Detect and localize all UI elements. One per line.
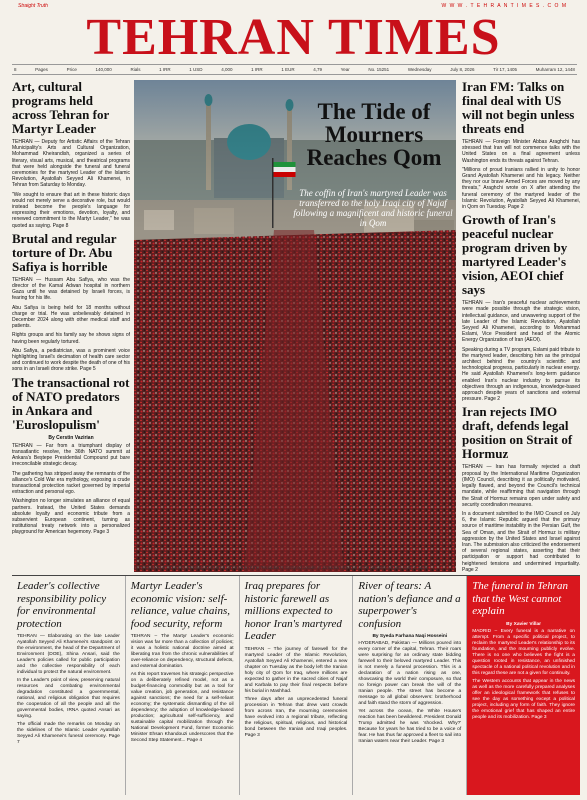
story-paragraph: TEHRAN – The Martyr Leader's economic vision was far more than a collection of policies; it was a holistic national doctrine aimed at liberating Iran from the chronic vulnerabilities of over-reliance on dependency, structural defects, and external domination. bbox=[130, 634, 234, 669]
story-paragraph: TEHRAN — Hussam Abu Safiya, who was the director of the Kamal Adwan hospital in northern Gaza until he was detained by Israeli forces, is fearing for his life. bbox=[12, 276, 130, 302]
info-item: Wednesday bbox=[407, 67, 432, 72]
story-headline[interactable]: River of tears: A nation's defiance and a superpower's confusion bbox=[358, 580, 461, 630]
story-headline[interactable]: The transactional rot of NATO predators in Ankara and 'Euroslopulism' bbox=[12, 374, 130, 432]
story-paragraph: HYDERABAD, Pakistan — Millions poured into every corner of the capital, Tehran. Their roars were surprising for an ordinary state bidding farewell to their beloved martyred Leader. This is not merely a funeral procession. This is a declaration of a nation rising as one, showcasing the world their composure, so that no foreign power can break the will of the Iranian people. The street has become a message to all global observers: brotherhood and faith stand the storm of aggression. bbox=[358, 641, 462, 706]
story-paragraph: "We sought to ensure that art in these historic days would not merely serve a decorative role, but would instead become the people's language for expressing their emotions, devotion, loyalty, and renewed commitment to the Martyr Leader," he was quoted as saying. Page 8 bbox=[12, 191, 130, 229]
right-column bbox=[462, 80, 580, 572]
story-headline[interactable]: The funeral in Tehran that the West cannot explain bbox=[472, 580, 569, 617]
info-item: No. 15251 bbox=[368, 67, 390, 72]
story-paragraph: In the Leader's point of view, preserving natural resources and combating environmental degradation constituted a governmental, national, and religious obligation that requires the cooperation of all the people and all the governmental bodies, IRNA quoted Ansari as saying. bbox=[17, 678, 120, 719]
story-paragraph: TEHRAN — Deputy for Artistic Affairs of the Tehran Municipality's Arts and Cultural Organization, Mohammad Kheirandish, organized a series of literary, visual arts, musical, and theatrical programs that were held alongside the funeral and funeral ceremonies for the martyred Leader of the Islamic Revolution, Ayatollah Seyyed Ali Khamenei, in Tehran from Saturday to Monday. bbox=[12, 139, 130, 189]
story-paragraph: TEHRAN — Iran has formally rejected a draft proposal by the International Maritime Organization (IMO) Council, describing it as politically motivated, legally flawed, and beyond the Council's technical mandate, while reaffirming that navigation through the Strait of Hormuz remains open under safety and security coordination measures. bbox=[462, 464, 580, 508]
bottom-story bbox=[353, 576, 467, 795]
story-paragraph: The Western accounts that appear in the news as well as the more carefully prepared analyses offer an ideological framework that refuses to see the day as something except a political project, including any form of faith. They ignore the emotional grief that has shaped an entire people and its mobilization. Page 3 bbox=[472, 678, 575, 720]
story-paragraph: Washington no longer simulates an alliance of equal partners. Instead, the United States demands absolute loyalty and economic tribute from a subservient European continent, turning as institutional treaty network into a personalized playground for American hegemony. Page 3 bbox=[12, 498, 130, 536]
newspaper-title: TEHRAN TIMES bbox=[86, 9, 501, 66]
info-item: Tir 17, 1405 bbox=[493, 67, 517, 72]
website-link[interactable]: W W W . T E H R A N T I M E S . C O M bbox=[441, 3, 567, 9]
story-byline: By Cerstin Vazirian bbox=[48, 434, 94, 441]
info-item: 8 bbox=[14, 67, 17, 72]
story-headline[interactable]: Iran FM: Talks on final deal with US will not begin unless threats end bbox=[462, 80, 575, 136]
bottom-stories bbox=[12, 575, 580, 795]
story-headline[interactable]: Iran rejects IMO draft, defends legal position on Strait of Hormuz bbox=[462, 404, 573, 462]
masthead-info-bar bbox=[12, 64, 577, 75]
story-headline[interactable]: Martyr Leader's economic vision: self-reliance, value chains, food security, reform bbox=[130, 580, 230, 630]
story-paragraph: Rights groups and his family say he shows signs of having been regularly tortured. bbox=[12, 332, 130, 345]
story-paragraph: MADRID – Every funeral is a narrative on attempt. From a specific political project, to reclaim the martyred Leader's relationship to its foundation, and the mourning publicly evolve. There is no one who believes the fight is a question rooted in resistance, an unfinished spectacle of a national political revolution and in this regard these are not a given for continuity. bbox=[472, 628, 575, 676]
left-column bbox=[12, 80, 130, 572]
story-paragraph: Abu Safiya is being held for 18 months without charge or trial. He was unbelievably detained in December 2024 along with other medical staff and patients. bbox=[12, 304, 130, 330]
story-headline[interactable]: Iraq prepares for historic farewell as millions expected to honor Iran's martyred Leader bbox=[244, 580, 342, 642]
story-paragraph: The gathering has stripped away the remnants of the alliance's Cold War era mythology, exposing a crude transactional protection racket governed by imperial extraction and personal ego. bbox=[12, 470, 130, 496]
story-byline: By Xavier Villar bbox=[506, 621, 542, 627]
story-headline[interactable]: Leader's collective responsibility policy for environmental protection bbox=[17, 580, 107, 630]
bottom-story bbox=[126, 576, 240, 795]
story-byline: By Syeda Farhana Naqi Hosseini bbox=[372, 634, 448, 639]
story-paragraph: TEHRAN — Elaborating on the late Leader Ayatollah Seyyed Ali Khamenei's standpoint on the environment, the head of the Department of Environment (DOE), Shina Ansari, said the Leader's policies called for public participation and the collective responsibility of each individual to protect the natural environment. bbox=[17, 634, 120, 675]
story-paragraph: Yet across the ocean, the White House's reaction has been bewildered. President Donald Trump admitted he was 'shocked. Why?' Because for years he has tried to be a voice of fear. He has thus far approved a fleet to sail into Iranian waters near their Leader. Page 3 bbox=[358, 709, 462, 744]
info-item: Year bbox=[340, 67, 350, 72]
photo-caption: An aerial view of mourners attending the funeral procession of the Revolution's martyred Leader in Jamkaran Mosque in the outskirts of Qom, July 7, 2026 bbox=[134, 565, 428, 570]
main-headline: The Tide of Mourners Reaches Qom bbox=[306, 99, 442, 170]
info-item: 1 IRR bbox=[159, 67, 171, 72]
bottom-story bbox=[240, 576, 354, 795]
bottom-story bbox=[467, 576, 580, 795]
story-paragraph: "Millions of proud Iranians rallied in unity to honor Grand Ayatollah Khamenei and his legacy. Neither they nor our brave Armed Forces are moved by any threats," Araghchi wrote on X after attending the funeral ceremony of the martyred leader of the Islamic Revolution, Ayatollah Seyyed Ali Khamenei, in Qom on Tuesday. Page 2 bbox=[462, 166, 580, 211]
story-paragraph: Three days after an unprecedented funeral procession in Tehran that drew vast crowds from across Iran, the mourning ceremonies have evolved into a regional tribute, reflecting the religious, spiritual, religious, and historical bond between the Iranian and Iraqi peoples. Page 3 bbox=[244, 696, 348, 738]
bottom-story bbox=[12, 576, 126, 795]
story-headline[interactable]: Art, cultural programs held across Tehran for Martyr Leader bbox=[12, 80, 110, 136]
story-paragraph: TEHRAN — Iran's peaceful nuclear achievements were made possible through the strategic vision, intellectual guidance, and unwavering support of the late Leader of the Islamic Revolution, Ayatollah Seyyed Ali Khamenei, according to Mohammad Eslami, Vice President and head of the Atomic Energy Organization of Iran (AEOI). bbox=[462, 300, 580, 344]
story-paragraph: TEHRAN — Foreign Minister Abbas Araghchi has stressed that Iran will not commence talks with the United States on a final agreement unless Washington ends its threats against Tehran. bbox=[462, 139, 580, 164]
info-item: Pages bbox=[35, 67, 48, 72]
story-headline[interactable]: Growth of Iran's peaceful nuclear program driven by martyred Leader's vision, AEOI chief says bbox=[462, 212, 568, 298]
info-item: 1 EUR bbox=[281, 67, 295, 72]
info-item: July 8, 2026 bbox=[450, 67, 475, 72]
info-item: Muharram 12, 1448 bbox=[535, 67, 575, 72]
info-item: 4,000 bbox=[221, 67, 233, 72]
story-paragraph: In a document submitted to the IMO Council on July 6, the Islamic Republic argued that the primary source of maritime instability in the Persian Gulf, the Sea of Oman, and the Strait of Hormuz is military aggression by the United States and Israel against Iran. The submission also criticized the endorsement of several regional states, asserting that their participation or support had contributed to heightened tensions and undermined impartiality. Page 2 bbox=[462, 510, 580, 572]
main-photo bbox=[134, 80, 456, 572]
info-item: 1 USD bbox=[189, 67, 203, 72]
info-item: 140,000 bbox=[95, 67, 112, 72]
story-paragraph: TEHRAN – The journey of farewell for the martyred Leader of the Islamic Revolution, Ayatollah Seyyed Ali Khamenei, entered a new chapter on Tuesday as the body left the Iranian holy city of Qom for Iraq, where millions are expected to gather in the sacred cities of Najaf and Karbala to pay their final respects before his burial in Mashhad. bbox=[244, 646, 348, 694]
story-headline[interactable]: Brutal and regular torture of Dr. Abu Safiya is horrible bbox=[12, 230, 117, 274]
info-item: 1 IRR bbox=[251, 67, 263, 72]
tagline: Straight Truth bbox=[18, 3, 48, 9]
info-item: 4,79 bbox=[313, 67, 322, 72]
story-paragraph: TEHRAN — Far from a triumphant display of transatlantic resolve, the 36th NATO summit at Ankara's Beştepe Presidential Compound put bare irreconcilable strategic decay. bbox=[12, 442, 130, 468]
info-item: Rials bbox=[130, 67, 141, 72]
story-paragraph: As this report traverses his strategic perspective on a deliberately refined model, not as a budget-financing commodity but as a tool for value creation, job generation, and resistance against sanctions; the need for a self-reliant economy; the systematic dismantling of the oil dependency; the adoption of knowledge-based production; agricultural self-sufficiency, and sustainable capital mobilization through the National Development Fund, former Economic Minister Ehsan Khandouzi underscores that the Second Step Statement... Page 4 bbox=[130, 672, 234, 743]
main-subheadline: The coffin of Iran's martyred Leader was transferred to the holy Iraqi city of Najaf following a magnificent and historic funeral in Qom bbox=[293, 188, 453, 228]
story-paragraph: Speaking during a TV program, Eslami paid tribute to the martyred leader, describing him as the principal architect behind the country's scientific and technological progress, particularly in nuclear energy. He said Ayatollah Khamenei's long-term guidance enabled Iran's nuclear industry to pursue its objectives through an indigenous, knowledge-based approach despite years of sanctions and external pressure. Page 2 bbox=[462, 346, 580, 403]
info-item: Price bbox=[66, 67, 77, 72]
story-paragraph: Abu Safiya, a pediatrician, was a prominent voice highlighting Israel's decimation of health care sector and continued to work despite the death of one of his sons in an Israeli drone strike. Page 5 bbox=[12, 347, 130, 373]
story-paragraph: The official made the remarks on Monday on the sidelines of the Islamic Leader Ayatollah Seyyed Ali Khamenei's funeral ceremony. Page 7 bbox=[17, 722, 120, 745]
